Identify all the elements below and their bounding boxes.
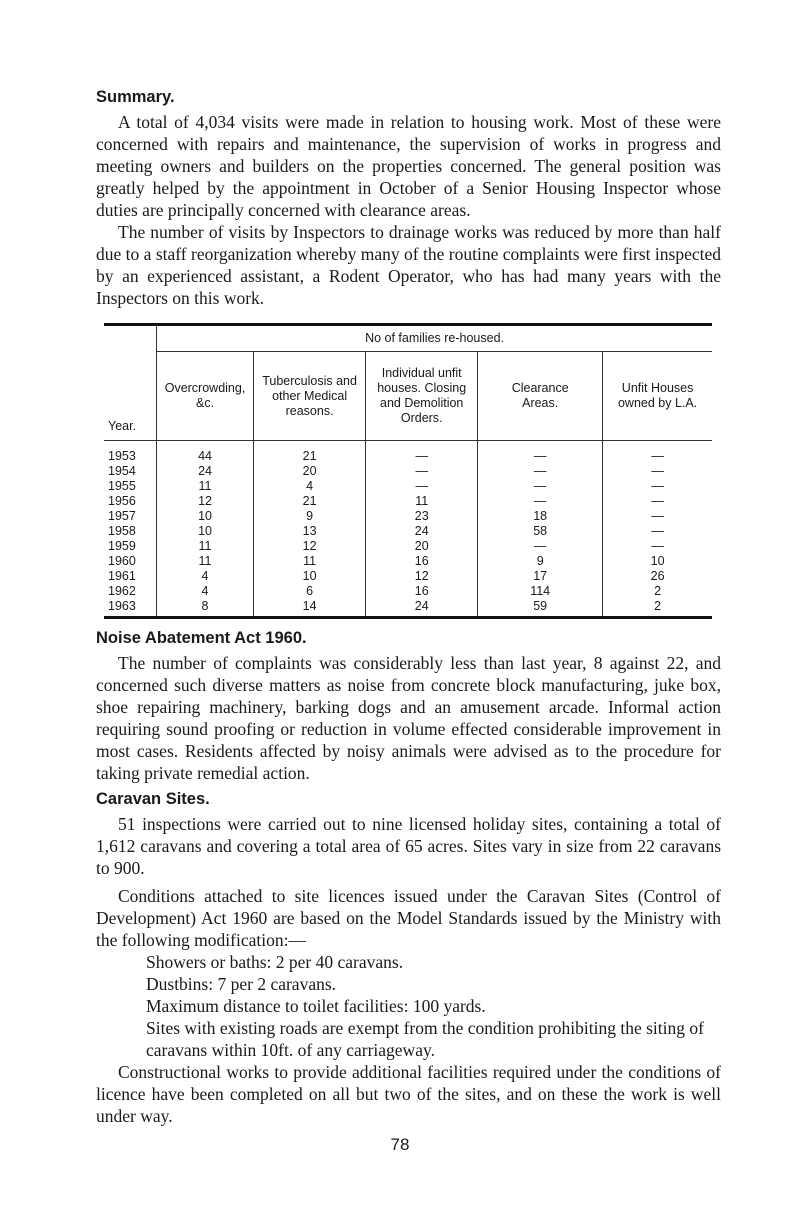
table-row (104, 554, 712, 569)
year-cell: 1959 (104, 539, 157, 554)
unfit-la-cell: — (651, 524, 664, 538)
unfit-la-cell: 2 (654, 599, 662, 613)
table-row (104, 494, 712, 509)
list-item: Sites with existing roads are exempt from the condition prohibiting the siting of caravans within 10ft. of any carriageway. (146, 1018, 704, 1060)
column-header-clearance: Clearance Areas. (478, 352, 603, 441)
tuberculosis-cell: 14 (253, 599, 365, 618)
year-cell: 1957 (104, 509, 157, 524)
overcrowding-cell: 24 (157, 464, 254, 479)
year-cell: 1960 (104, 554, 157, 569)
clearance-cell: 59 (478, 599, 603, 618)
year-cell: 1954 (104, 464, 157, 479)
tuberculosis-cell: 4 (253, 479, 365, 494)
individual-unfit-cell: 12 (366, 569, 478, 584)
table-row (104, 584, 712, 599)
table-row (104, 539, 712, 554)
unfit-la-cell: — (651, 464, 664, 478)
tuberculosis-cell: 13 (253, 524, 365, 539)
tuberculosis-cell: 21 (253, 494, 365, 509)
overcrowding-cell: 11 (157, 539, 254, 554)
rehousing-table-wrap (96, 323, 721, 619)
individual-unfit-cell: 20 (366, 539, 478, 554)
unfit-la-cell: 26 (650, 569, 665, 583)
table-row (104, 479, 712, 494)
individual-unfit-cell: 11 (366, 494, 478, 509)
caravan-paragraph-3: Constructional works to provide additional facilities required under the conditions of licence have been completed on all but two of the sites, and on these the work is well under way. (96, 1062, 721, 1126)
overcrowding-cell: 11 (157, 479, 254, 494)
clearance-cell: — (478, 539, 603, 554)
column-header-individual-unfit: Individual unfit houses. Closing and Demolition Orders. (366, 352, 478, 441)
individual-unfit-cell: 24 (366, 599, 478, 618)
unfit-la-cell: — (651, 449, 664, 463)
summary-paragraph-1: A total of 4,034 visits were made in relation to housing work. Most of these were concerned with repairs and maintenance, the supervision of works in progress and meeting owners and builders on the properties concerned. The general position was greatly helped by the appointment in October of a Senior Housing Inspector whose duties are principally concerned with clearance areas. (96, 112, 721, 220)
year-header (104, 325, 157, 441)
caravan-heading: Caravan Sites. (96, 790, 210, 808)
tuberculosis-cell: 20 (253, 464, 365, 479)
unfit-la-cell: — (651, 539, 664, 553)
clearance-cell: 17 (478, 569, 603, 584)
year-header-label: Year. (108, 419, 137, 433)
list-item: Showers or baths: 2 per 40 caravans. (146, 952, 404, 972)
clearance-cell: 114 (478, 584, 603, 599)
column-header-unfit-la: Unfit Houses owned by L.A. (603, 352, 712, 441)
overcrowding-cell: 4 (157, 584, 254, 599)
clearance-cell: — (478, 441, 603, 465)
year-cell: 1962 (104, 584, 157, 599)
year-cell: 1956 (104, 494, 157, 509)
individual-unfit-cell: 23 (366, 509, 478, 524)
page-number: 78 (390, 1135, 410, 1154)
caravan-paragraph-2: Conditions attached to site licences issued under the Caravan Sites (Control of Development) Act 1960 are based on the Model Standards issued by the Ministry with the following modification:— (96, 886, 721, 950)
table-row (104, 441, 712, 465)
list-item: Maximum distance to toilet facilities: 100 yards. (146, 996, 486, 1016)
tuberculosis-cell: 12 (253, 539, 365, 554)
tuberculosis-cell: 9 (253, 509, 365, 524)
table-body (104, 441, 712, 618)
unfit-la-cell: — (651, 479, 664, 493)
clearance-cell: — (478, 464, 603, 479)
year-cell: 1955 (104, 479, 157, 494)
unfit-la-cell: — (651, 509, 664, 523)
clearance-cell: — (478, 479, 603, 494)
rehousing-table (104, 323, 712, 619)
individual-unfit-cell: 16 (366, 554, 478, 569)
individual-unfit-cell: 16 (366, 584, 478, 599)
overcrowding-cell: 8 (157, 599, 254, 618)
table-row (104, 569, 712, 584)
table-row (104, 509, 712, 524)
year-cell: 1953 (104, 441, 157, 465)
list-item: Dustbins: 7 per 2 caravans. (146, 974, 337, 994)
summary-paragraph-2: The number of visits by Inspectors to drainage works was reduced by more than half due to a staff reorganization whereby many of the routine complaints were first inspected by an experienced assistant, a Rodent Operator, who has had many years with the Inspectors on this work. (96, 222, 721, 308)
overcrowding-cell: 12 (157, 494, 254, 509)
tuberculosis-cell: 6 (253, 584, 365, 599)
summary-heading: Summary. (96, 88, 175, 106)
overcrowding-cell: 11 (157, 554, 254, 569)
page-content (96, 88, 721, 1127)
group-header: No of families re-housed. (157, 325, 712, 352)
caravan-paragraph-1: 51 inspections were carried out to nine licensed holiday sites, containing a total of 1,612 caravans and covering a total area of 65 acres. Sites vary in size from 22 caravans to 900. (96, 814, 721, 878)
unfit-la-cell: 10 (650, 554, 665, 568)
table-row (104, 464, 712, 479)
year-cell: 1963 (104, 599, 157, 618)
individual-unfit-cell: — (366, 464, 478, 479)
individual-unfit-cell: — (366, 441, 478, 465)
unfit-la-cell: — (651, 494, 664, 508)
tuberculosis-cell: 21 (253, 441, 365, 465)
overcrowding-cell: 4 (157, 569, 254, 584)
noise-paragraph: The number of complaints was considerably less than last year, 8 against 22, and concerned such diverse matters as noise from concrete block manufacturing, juke box, shoe repairing machinery, barking dogs and an amusement arcade. Informal action requiring sound proofing or reduction in volume effected considerable improvement in most cases. Residents affected by noisy animals were advised as to the procedure for taking private remedial action. (96, 653, 721, 783)
year-cell: 1961 (104, 569, 157, 584)
tuberculosis-cell: 10 (253, 569, 365, 584)
column-header-tuberculosis: Tuberculosis and other Medical reasons. (253, 352, 365, 441)
unfit-la-cell: 2 (654, 584, 662, 598)
overcrowding-cell: 10 (157, 509, 254, 524)
clearance-cell: — (478, 494, 603, 509)
individual-unfit-cell: — (366, 479, 478, 494)
table-row (104, 599, 712, 618)
individual-unfit-cell: 24 (366, 524, 478, 539)
noise-heading: Noise Abatement Act 1960. (96, 629, 307, 647)
clearance-cell: 18 (478, 509, 603, 524)
year-cell: 1958 (104, 524, 157, 539)
clearance-cell: 9 (478, 554, 603, 569)
modification-list (96, 951, 721, 1061)
column-header-overcrowding: Overcrowding, &c. (157, 352, 254, 441)
tuberculosis-cell: 11 (253, 554, 365, 569)
clearance-cell: 58 (478, 524, 603, 539)
overcrowding-cell: 44 (157, 441, 254, 465)
table-row (104, 524, 712, 539)
overcrowding-cell: 10 (157, 524, 254, 539)
